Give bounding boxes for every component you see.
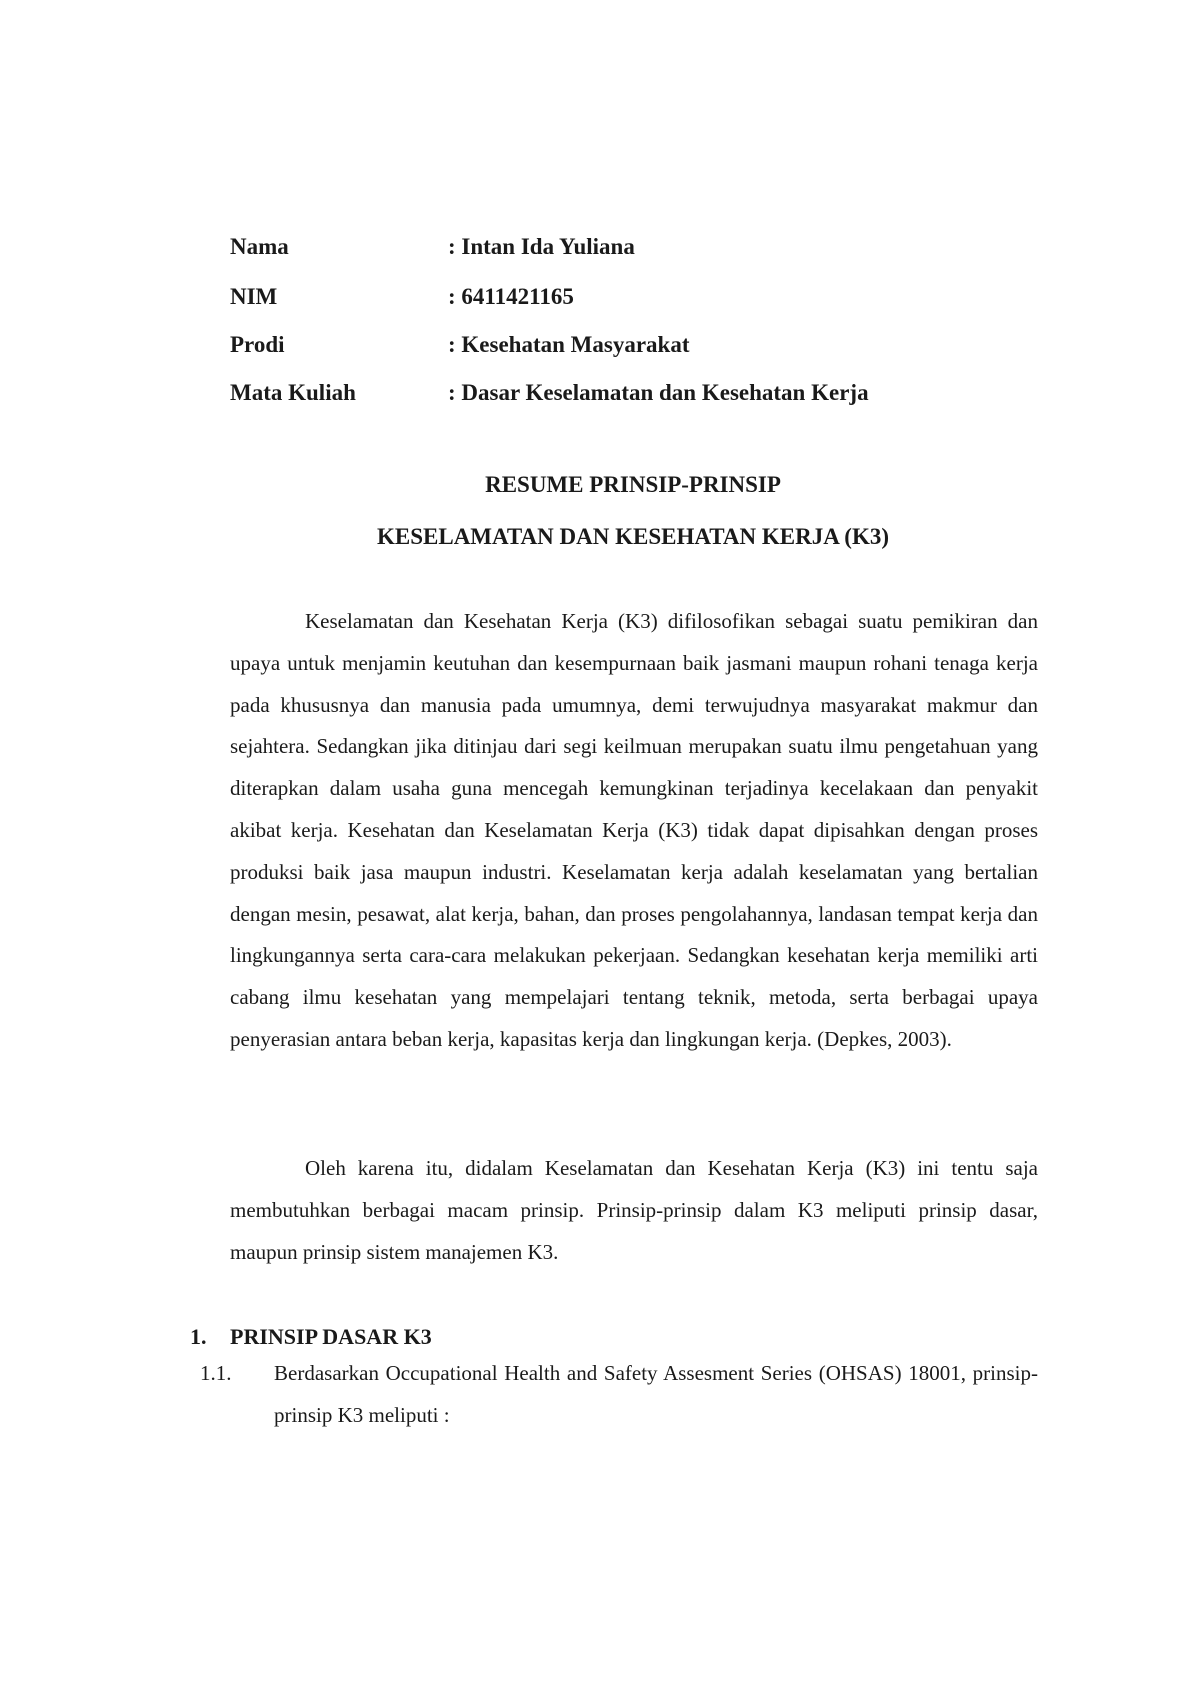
identity-value: : Intan Ida Yuliana (448, 234, 635, 259)
identity-label: Nama (230, 234, 289, 259)
identity-value: : Dasar Keselamatan dan Kesehatan Kerja (448, 380, 869, 405)
identity-row-nim (230, 282, 574, 312)
identity-label: NIM (230, 284, 278, 309)
identity-row-mata-kuliah (230, 378, 869, 408)
identity-label: Mata Kuliah (230, 380, 356, 405)
section-title: PRINSIP DASAR K3 (230, 1324, 432, 1349)
identity-value: : 6411421165 (448, 284, 574, 309)
identity-value: : Kesehatan Masyarakat (448, 332, 690, 357)
subsection-number: 1.1. (200, 1361, 232, 1385)
document-title-line-2: KESELAMATAN DAN KESEHATAN KERJA (K3) (376, 524, 889, 549)
identity-row-nama (230, 232, 635, 262)
document-title-line-1: RESUME PRINSIP-PRINSIP (485, 472, 781, 497)
paragraph-1: Keselamatan dan Kesehatan Kerja (K3) difilosofikan sebagai suatu pemikiran dan upaya untuk menjamin keutuhan dan kesempurnaan baik jasmani maupun rohani tenaga kerja pada khususnya dan manusia pada umumnya, demi terwujudnya masyarakat makmur dan sejahtera. Sedangkan jika ditinjau dari segi keilmuan merupakan suatu ilmu pengetahuan yang diterapkan dalam usaha guna mencegah kemungkinan terjadinya kecelakaan dan penyakit akibat kerja. Kesehatan dan Keselamatan Kerja (K3) tidak dapat dipisahkan dengan proses produksi baik jasa maupun industri. Keselamatan kerja adalah keselamatan yang bertalian dengan mesin, pesawat, alat kerja, bahan, dan proses pengolahannya, landasan tempat kerja dan lingkungannya serta cara-cara melakukan pekerjaan. Sedangkan kesehatan kerja memiliki arti cabang ilmu kesehatan yang mempelajari tentang teknik, metoda, serta berbagai upaya penyerasian antara beban kerja, kapasitas kerja dan lingkungan kerja. (Depkes, 2003). (230, 609, 1038, 1051)
identity-row-prodi (230, 330, 689, 360)
section-number: 1. (190, 1324, 207, 1349)
identity-label: Prodi (230, 332, 285, 357)
subsection-text: Berdasarkan Occupational Health and Safety Assesment Series (OHSAS) 18001, prinsip-prinsip K3 meliputi : (274, 1361, 1038, 1427)
section-heading (190, 1322, 432, 1352)
paragraph-2: Oleh karena itu, didalam Keselamatan dan Kesehatan Kerja (K3) ini tentu saja membutuhkan berbagai macam prinsip. Prinsip-prinsip dalam K3 meliputi prinsip dasar, maupun prinsip sistem manajemen K3. (230, 1156, 1038, 1264)
